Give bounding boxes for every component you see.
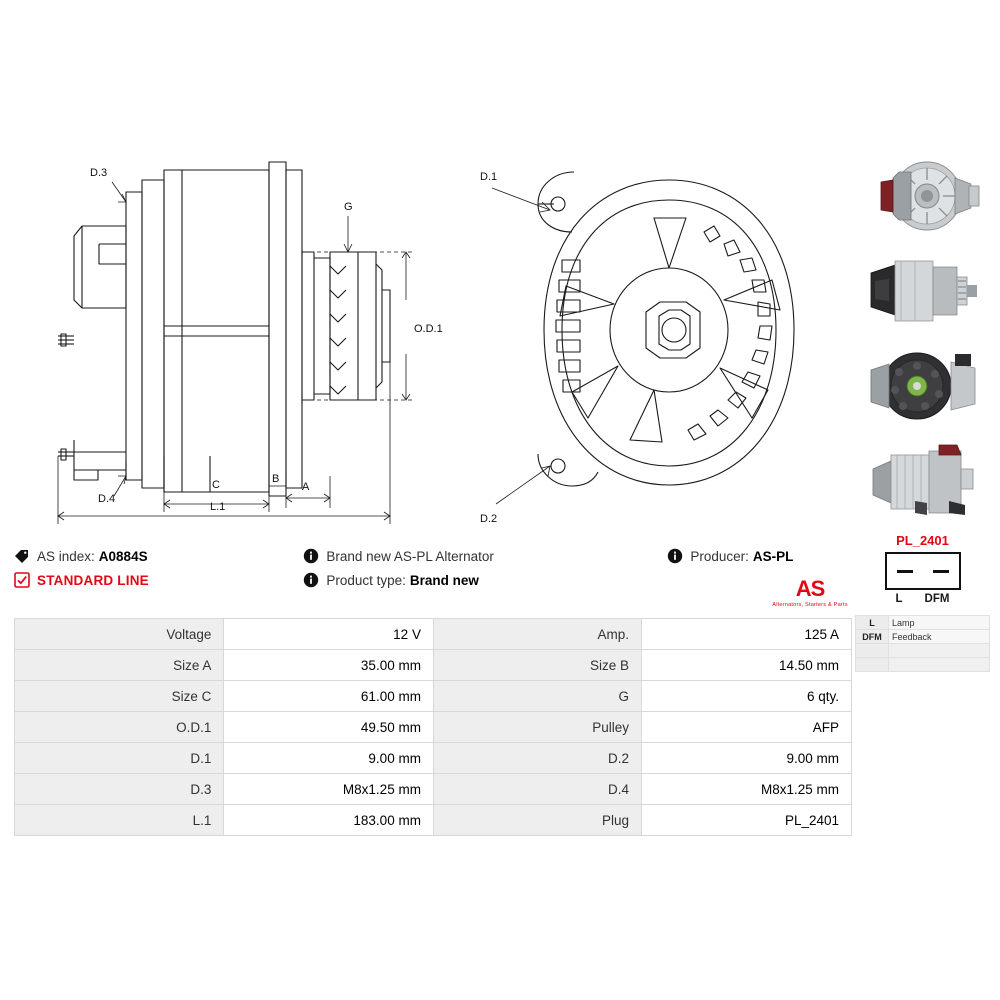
product-photo-1[interactable] [855,150,990,242]
label-d1: D.1 [480,171,498,183]
label-l1: L.1 [210,501,226,513]
table-row [856,644,990,658]
plug-pin-left [897,570,913,573]
table-row [856,630,990,644]
plug-pin-key: DFM [856,630,889,644]
spec-value: 61.00 mm [224,681,434,712]
info-row-2 [14,572,854,588]
label-c: C [212,479,220,491]
standard-line-text: STANDARD LINE [37,572,149,588]
label-d2: D.2 [480,513,498,525]
info-icon [667,548,683,564]
plug-pin-label-dfm: DFM [924,593,950,605]
tag-icon [14,548,30,564]
table-row [15,743,852,774]
spec-key: Pulley [433,712,641,743]
table-row [15,712,852,743]
spec-key: D.1 [15,743,224,774]
spec-value: 35.00 mm [224,650,434,681]
label-d3: D.3 [90,167,108,179]
label-od1: O.D.1 [414,323,443,335]
info-icon [303,572,319,588]
table-row [15,619,852,650]
aspl-logo-mark: AS [795,576,825,601]
plug-connector-body [885,552,961,590]
table-row [15,805,852,836]
plug-diagram [885,552,961,605]
as-index [14,548,303,564]
plug-pin-label-l: L [895,593,903,605]
plug-pin-key: L [856,616,889,630]
check-box-icon [14,572,30,588]
drawing-svg [14,140,834,540]
spec-key: O.D.1 [15,712,224,743]
as-index-value: A0884S [98,548,148,564]
table-row [15,681,852,712]
spec-key: D.4 [433,774,641,805]
info-row-1 [14,548,854,564]
label-g: G [344,201,353,213]
plug-pin-right [933,570,949,573]
spec-key: Voltage [15,619,224,650]
spec-value: 9.00 mm [642,743,852,774]
table-row [15,650,852,681]
spec-value: 9.00 mm [224,743,434,774]
spec-value: 49.50 mm [224,712,434,743]
spec-value: AFP [642,712,852,743]
as-index-label: AS index: [37,548,95,564]
label-a: A [302,481,310,493]
spec-key: D.2 [433,743,641,774]
specifications-table [14,618,852,836]
product-photo-2[interactable] [855,245,990,337]
spec-value: 12 V [224,619,434,650]
table-row [15,774,852,805]
spec-value: 125 A [642,619,852,650]
spec-key: G [433,681,641,712]
plug-pinout-table [855,615,990,672]
spec-key: Plug [433,805,641,836]
product-photo-3[interactable] [855,340,990,432]
plug-pin-labels [885,593,961,605]
spec-key: Size B [433,650,641,681]
spec-key: L.1 [15,805,224,836]
product-photo-rail [855,150,990,672]
spec-value: M8x1.25 mm [224,774,434,805]
spec-key: D.3 [15,774,224,805]
spec-key: Size C [15,681,224,712]
plug-pin-value: Lamp [889,616,990,630]
spec-value: 6 qty. [642,681,852,712]
technical-drawings [14,140,834,540]
table-row [856,616,990,630]
product-info [14,548,854,596]
producer-value: AS-PL [752,548,794,564]
plug-pin-value [889,644,990,658]
product-photo-4[interactable] [855,435,990,527]
spec-key: Size A [15,650,224,681]
plug-code: PL_2401 [896,533,949,548]
plug-pin-value: Feedback [889,630,990,644]
brand-new-line [303,548,667,564]
plug-pin-key [856,658,889,672]
producer-label: Producer: [690,548,749,564]
aspl-logo [765,578,855,608]
standard-line-badge [14,572,303,588]
product-type [303,572,667,588]
product-type-label: Product type: [326,572,406,588]
product-type-value: Brand new [409,572,479,588]
info-icon [303,548,319,564]
producer [667,548,854,564]
spec-value: PL_2401 [642,805,852,836]
plug-pin-key [856,644,889,658]
spec-value: 14.50 mm [642,650,852,681]
plug-pin-value [889,658,990,672]
specifications-body [15,619,852,836]
spec-value: M8x1.25 mm [642,774,852,805]
spec-key: Amp. [433,619,641,650]
aspl-logo-subtitle: Alternators, Starters & Parts [772,602,848,608]
plug-pinout-body [856,616,990,672]
label-d4: D.4 [98,493,116,505]
spec-value: 183.00 mm [224,805,434,836]
label-b: B [272,473,280,485]
brand-new-text: Brand new AS-PL Alternator [326,548,494,564]
table-row [856,658,990,672]
